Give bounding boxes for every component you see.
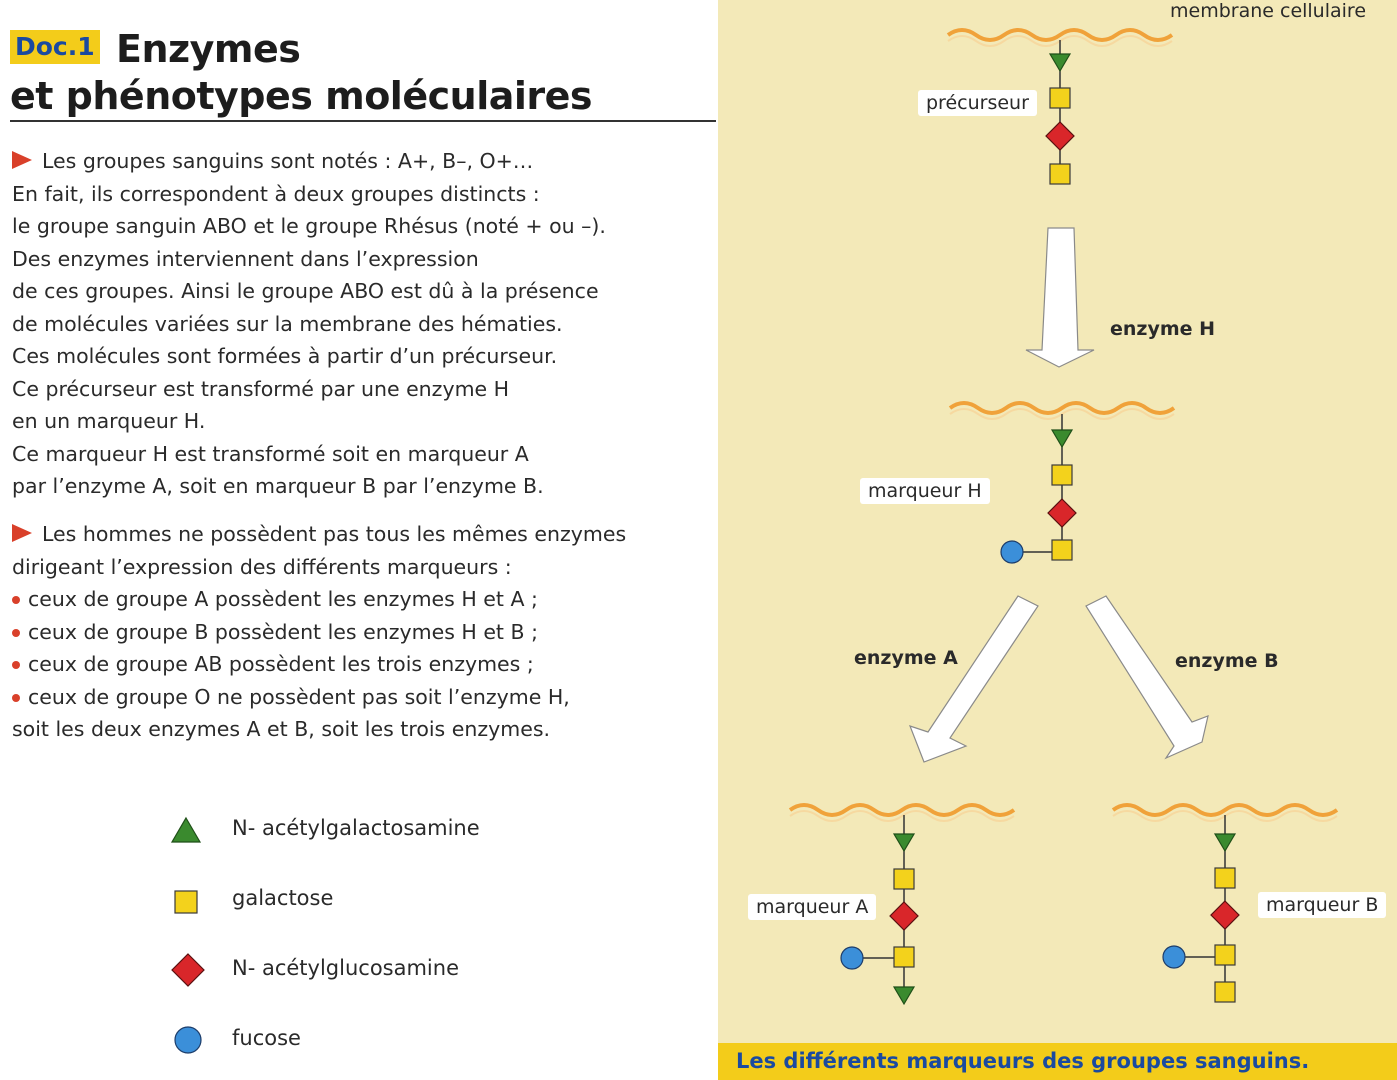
n-acetylgalactosamine-icon xyxy=(894,834,914,851)
paragraph-1 xyxy=(12,145,606,503)
para1-line: de ces groupes. Ainsi le groupe ABO est dû à la présence xyxy=(12,279,599,303)
fucose-icon xyxy=(1163,946,1185,968)
fucose-icon xyxy=(1001,541,1023,563)
bullet-icon xyxy=(12,629,20,637)
marker-h-label: marqueur H xyxy=(860,478,990,504)
para1-line: Des enzymes interviennent dans l’expression xyxy=(12,246,479,271)
n-acetylgalactosamine-icon xyxy=(894,987,914,1004)
para2-line: Les hommes ne possèdent pas tous les mêmes enzymes xyxy=(42,522,627,546)
n-acetylglucosamine-icon xyxy=(890,902,918,930)
galactose-icon xyxy=(1050,88,1070,108)
title-line-2: et phénotypes moléculaires xyxy=(10,74,593,118)
galactose-icon xyxy=(894,947,914,967)
galactose-icon xyxy=(1215,982,1235,1002)
n-acetylgalactosamine-icon xyxy=(1052,430,1072,447)
para1-line: Les groupes sanguins sont notés : A+, B–, O+… xyxy=(42,149,534,173)
marker-a-label: marqueur A xyxy=(748,894,876,920)
doc-badge: Doc.1 xyxy=(10,30,100,64)
galactose-icon xyxy=(1215,945,1235,965)
diagram-svg xyxy=(718,0,1397,1043)
bullet-item: ceux de groupe O ne possèdent pas soit l’enzyme H, xyxy=(28,684,570,709)
enzyme-a-label: enzyme A xyxy=(854,647,958,669)
marker-b-label: marqueur B xyxy=(1258,892,1386,918)
para1-line: en un marqueur H. xyxy=(12,409,206,433)
membrane-label: membrane cellulaire xyxy=(1170,0,1367,22)
legend-label: N- acétylgalactosamine xyxy=(232,816,480,840)
bullet-icon xyxy=(12,661,20,669)
red-arrow-marker-icon xyxy=(12,151,32,169)
red-arrow-marker-icon xyxy=(12,524,32,542)
enzyme-b-label: enzyme B xyxy=(1175,650,1279,672)
para1-line: par l’enzyme A, soit en marqueur B par l’enzyme B. xyxy=(12,474,544,498)
enzyme-b-arrow xyxy=(1086,596,1208,758)
legend-label: N- acétylglucosamine xyxy=(232,956,459,980)
para1-line: Ce précurseur est transformé par une enzyme H xyxy=(12,376,510,401)
green-triangle-icon xyxy=(170,812,204,846)
enzyme-h-arrow xyxy=(1026,228,1094,367)
legend-label: fucose xyxy=(232,1026,301,1050)
para1-line: Ces molécules sont formées à partir d’un précurseur. xyxy=(12,344,558,368)
fucose-icon xyxy=(841,947,863,969)
bullet-item: ceux de groupe A possèdent les enzymes H et A ; xyxy=(28,587,538,611)
paragraph-2 xyxy=(12,518,626,746)
n-acetylgalactosamine-icon xyxy=(1050,54,1070,71)
bullet-icon xyxy=(12,694,20,702)
n-acetylgalactosamine-icon xyxy=(1215,834,1235,851)
diagram-panel xyxy=(718,0,1397,1080)
n-acetylglucosamine-icon xyxy=(1046,122,1074,150)
enzyme-h-label: enzyme H xyxy=(1110,318,1216,340)
title-rule xyxy=(10,120,716,122)
title-line-1: Enzymes xyxy=(116,27,301,71)
galactose-icon xyxy=(894,869,914,889)
n-acetylglucosamine-icon xyxy=(1211,901,1239,929)
bullet-item: ceux de groupe B possèdent les enzymes H et B ; xyxy=(28,619,538,644)
galactose-icon xyxy=(1215,868,1235,888)
caption-text: Les différents marqueurs des groupes sanguins. xyxy=(736,1049,1310,1073)
precursor-label: précurseur xyxy=(918,90,1037,116)
para1-line: de molécules variées sur la membrane des hématies. xyxy=(12,311,563,336)
n-acetylglucosamine-icon xyxy=(1048,499,1076,527)
yellow-square-icon xyxy=(170,882,204,916)
para1-line: Ce marqueur H est transformé soit en marqueur A xyxy=(12,441,529,466)
caption-bar xyxy=(718,1043,1397,1080)
enzyme-a-arrow xyxy=(910,596,1038,762)
legend-label: galactose xyxy=(232,886,334,910)
blue-circle-icon xyxy=(170,1022,206,1058)
para2-line: dirigeant l’expression des différents marqueurs : xyxy=(12,554,512,579)
bullet-item: ceux de groupe AB possèdent les trois enzymes ; xyxy=(28,652,534,676)
para1-line: le groupe sanguin ABO et le groupe Rhésus (noté + ou –). xyxy=(12,214,606,238)
para1-line: En fait, ils correspondent à deux groupes distincts : xyxy=(12,181,540,206)
galactose-icon xyxy=(1052,540,1072,560)
galactose-icon xyxy=(1052,465,1072,485)
bullet-icon xyxy=(12,596,20,604)
red-diamond-icon xyxy=(170,952,210,988)
para2-last-line: soit les deux enzymes A et B, soit les trois enzymes. xyxy=(12,717,551,741)
galactose-icon xyxy=(1050,164,1070,184)
